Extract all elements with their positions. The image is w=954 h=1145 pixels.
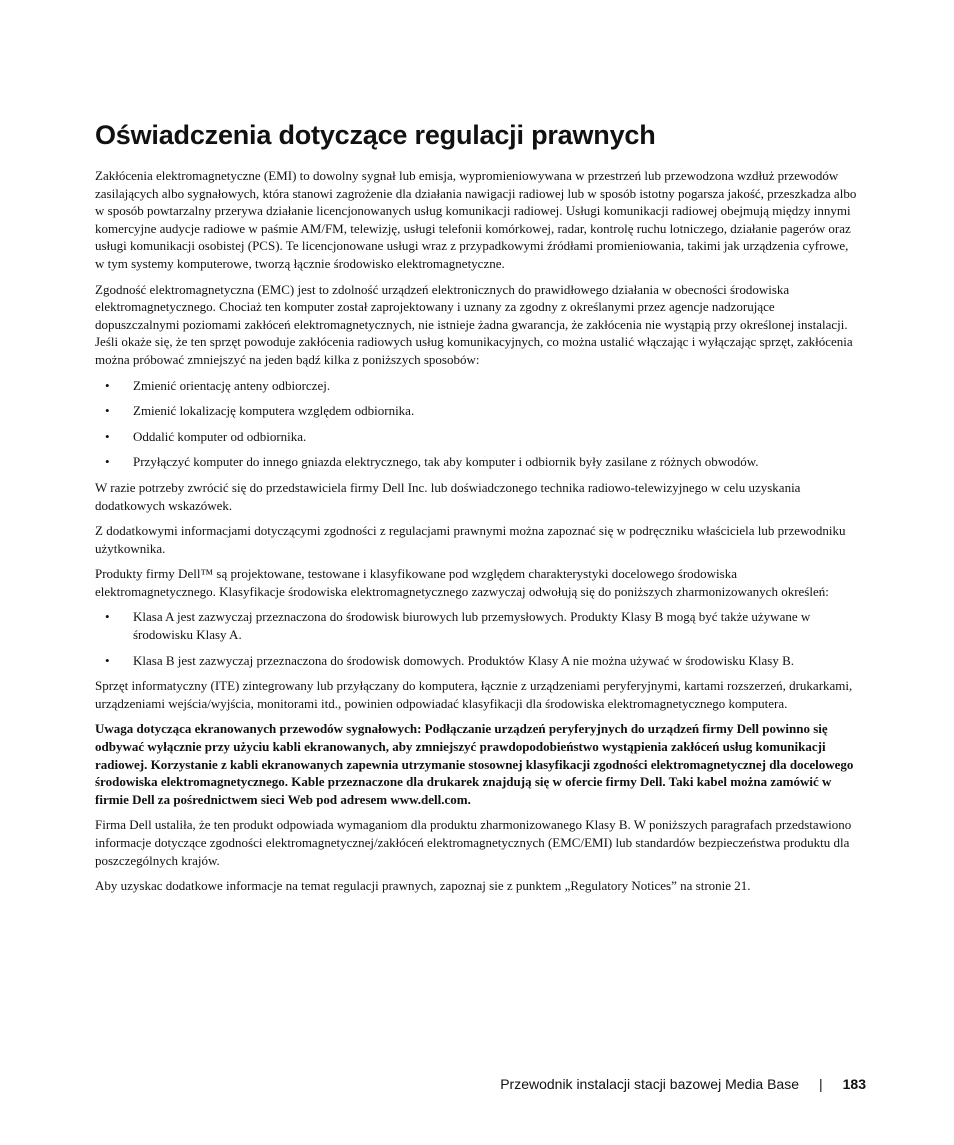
paragraph-shielded-cables-notice: Uwaga dotycząca ekranowanych przewodów sygnałowych: Podłączanie urządzeń peryferyjnych do urządzeń firmy Dell powinno się odbywać wyłącznie przy użyciu kabli ekranowanych, aby zmniejszyć prawdopodobieństwo wystąpienia zakłóceń usług komunikacji radiowej. Korzystanie z kabli ekranowanych zapewnia utrzymanie stosownej klasyfikacji zgodności elektromagnetycznej dla docelowego środowiska elektromagnetycznego. Kable przeznaczone dla drukarek znajdują się w ofercie firmy Dell. Taki kabel można zamówić w firmie Dell za pośrednictwem sieci Web pod adresem www.dell.com. (95, 721, 854, 807)
list-item: • Oddalić komputer od odbiornika. (105, 428, 307, 444)
list-item: • Zmienić orientację anteny odbiorczej. (105, 377, 331, 393)
paragraph-classification: Produkty firmy Dell™ są projektowane, testowane i klasyfikowane pod względem charakterystyki docelowego środowiska elektromagnetycznego. Klasyfikacje środowiska elektromagnetycznego zazwyczaj odwołują się do poniższych zharmonizowanych określeń: (95, 566, 829, 599)
footer-separator: | (819, 1076, 823, 1092)
paragraph-emc: Zgodność elektromagnetyczna (EMC) jest to zdolność urządzeń elektronicznych do prawidłowego działania w obecności środowiska elektromagnetycznego. Chociaż ten komputer został zaprojektowany i uznany za zgodny z określanymi przez agencje nadzorujące dopuszczalnymi poziomami zakłóceń elektromagnetycznych, nie istnieje żadna gwarancja, że zakłócenia nie wystąpią przy określonej instalacji. Jeśli okaże się, że ten sprzęt powoduje zakłócenia radiowych usług komunikacyjnych, co można ustalić włączając i wyłączając sprzęt, zakłócenia można próbować zmniejszyć na jeden bądź kilka z poniższych sposobów: (95, 281, 853, 367)
paragraph-contact-dell: W razie potrzeby zwrócić się do przedstawiciela firmy Dell Inc. lub doświadczonego technika radiowo-telewizyjnego w celu uzyskania dodatkowych wskazówek. (95, 479, 801, 513)
paragraph-ite: Sprzęt informatyczny (ITE) zintegrowany lub przyłączany do komputera, łącznie z urządzeniami peryferyjnymi, kartami rozszerzeń, drukarkami, urządzeniami wejścia/wyjścia, monitorami itd., powinien odpowiadać klasyfikacji dla środowiska elektromagnetycznego komputera. (95, 678, 853, 711)
footer-title: Przewodnik instalacji stacji bazowej Media Base (500, 1076, 799, 1092)
page-number: 183 (842, 1076, 866, 1092)
paragraph-regulatory-notices-ref: Aby uzyskac dodatkowe informacje na temat regulacji prawnych, zapoznaj sie z punktem „Regulatory Notices” na stronie 21. (95, 878, 751, 894)
bullet-icon: • (105, 609, 110, 625)
list-item: • Klasa B jest zazwyczaj przeznaczona do środowisk domowych. Produktów Klasy A nie można używać w środowisku Klasy B. (105, 652, 795, 668)
page-footer (0, 1076, 866, 1092)
list-item: • Klasa A jest zazwyczaj przeznaczona do środowisk biurowych lub przemysłowych. Produkty Klasy B mogą być także używane w środowisku Klasy A. (105, 609, 811, 643)
bullet-icon: • (105, 403, 110, 419)
bullet-icon: • (105, 428, 110, 444)
page-title: Oświadczenia dotyczące regulacji prawnych (95, 120, 656, 150)
page-content (95, 120, 860, 903)
list-item: • Zmienić lokalizację komputera względem odbiornika. (105, 403, 415, 419)
paragraph-emi: Zakłócenia elektromagnetyczne (EMI) to dowolny sygnał lub emisja, wypromieniowywana w przestrzeń lub przewodzona wzdłuż przewodów zasilających albo sygnałowych, która stanowi zagrożenie dla działania nawigacji radiowej lub w sposób istotny pogarsza jakość, przeszkadza albo w sposób powtarzalny przerywa działanie licencjonowanych usług komunikacji radiowej. Usługi komunikacji radiowej obejmują między innymi komercyjne audycje radiowe w paśmie AM/FM, telewizję, usługi telefonii komórkowej, radar, kontrolę ruchu lotniczego, działanie pagerów oraz usługi komunikacji osobistej (PCS). Te licencjonowane usługi wraz z przypadkowymi źródłami promieniowania, takimi jak urządzenia cyfrowe, w tym systemy komputerowe, tworzą łącznie środowisko elektromagnetyczne. (95, 168, 857, 271)
list-item: • Przyłączyć komputer do innego gniazda elektrycznego, tak aby komputer i odbiornik były zasilane z różnych obwodów. (105, 454, 759, 470)
paragraph-owners-manual: Z dodatkowymi informacjami dotyczącymi zgodności z regulacjami prawnymi można zapoznać się w podręczniku właściciela lub przewodniku użytkownika. (95, 523, 846, 556)
list-device-classes (95, 608, 860, 669)
bullet-icon: • (105, 454, 110, 470)
list-interference-remedies (95, 377, 860, 471)
bullet-icon: • (105, 652, 110, 668)
bullet-icon: • (105, 377, 110, 393)
paragraph-class-b: Firma Dell ustaliła, że ten produkt odpowiada wymaganiom dla produktu zharmonizowanego Klasy B. W poniższych paragrafach przedstawiono informacje dotyczące zgodności elektromagnetycznej/zakłóceń elektromagnetycznych (EMC/EMI) lub standardów bezpieczeństwa produktu dla poszczególnych krajów. (95, 817, 852, 868)
